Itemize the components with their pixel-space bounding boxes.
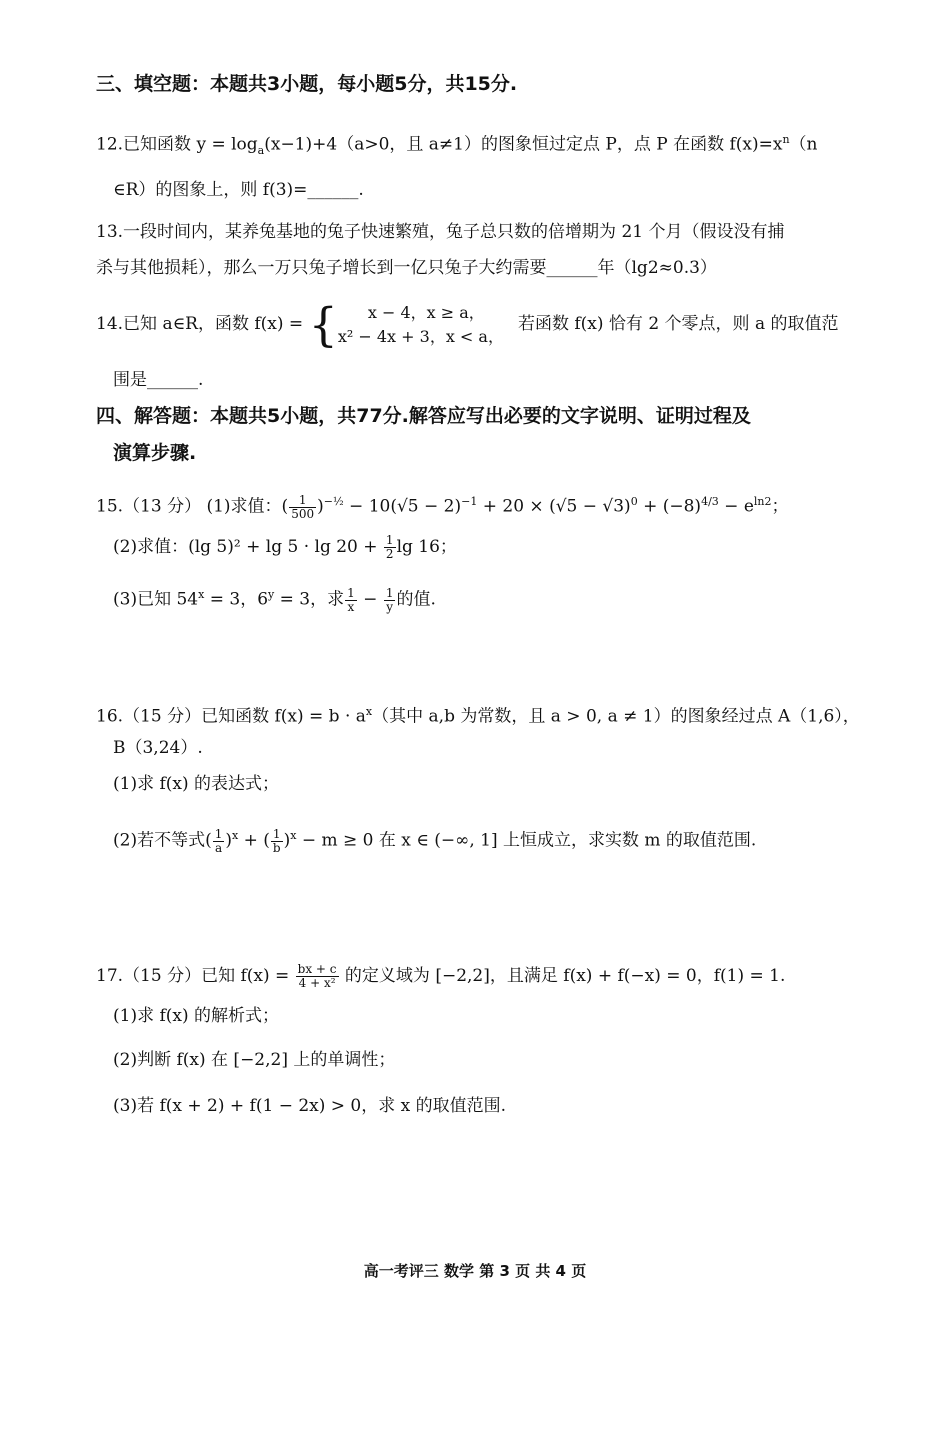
fraction-1-a bbox=[213, 828, 225, 855]
question-13-line-1: 13.一段时间内，某养兔基地的兔子快速繁殖，兔子总只数的倍增期为 21 个月（假设没有捕 bbox=[96, 222, 785, 242]
question-13-line-2: 杀与其他损耗），那么一万只兔子增长到一亿只兔子大约需要______年（lg2≈0.3） bbox=[96, 258, 717, 278]
q16-4sup2: x bbox=[290, 829, 297, 842]
q17-b: 的定义域为 [−2,2]，且满足 f(x) + f(−x) = 0，f(1) = 1. bbox=[339, 966, 786, 986]
q12-text-b: (x−1)+4（a>0，且 a≠1）的图象恒过定点 P，点 P 在函数 f(x)=x bbox=[264, 134, 783, 155]
question-15-line-3 bbox=[113, 580, 436, 615]
q16-4e: − m ≥ 0 在 x ∈ (−∞, 1] 上恒成立，求实数 m 的取值范围. bbox=[296, 830, 757, 851]
fraction-f-def bbox=[296, 963, 339, 990]
frac-num: 1 bbox=[271, 828, 283, 842]
question-15-line-1: 15.（13 分） (1)求值：( $\frac{1}{500}$ )$^{-\frac{1}{2}} - 10(√5 - 2)^{-1} + 20 \times (√5 - √3)^0 + (-8)^{4/3} - e^{ln2}$； bbox=[96, 492, 789, 521]
q15-exp-1: −½ bbox=[323, 495, 344, 508]
q12-text-a: 12.已知函数 y = log bbox=[96, 134, 258, 155]
q14-case-1: x − 4，x ≥ a， bbox=[367, 302, 485, 322]
frac-den: 2 bbox=[385, 547, 394, 561]
q15-3e: 的值. bbox=[396, 589, 436, 610]
fraction-1-b bbox=[271, 828, 283, 855]
fraction-1-y bbox=[384, 587, 396, 614]
q15-f: ； bbox=[771, 496, 789, 517]
frac-num: 1 bbox=[385, 585, 394, 600]
question-12-line-2: ∈R）的图象上，则 f(3)=______. bbox=[113, 180, 364, 200]
section-3-heading: 三、填空题：本题共3小题，每小题5分，共15分. bbox=[96, 73, 518, 95]
q12-sub: a bbox=[257, 144, 265, 158]
q15-2b: lg 16； bbox=[396, 537, 457, 557]
q16-4c: + ( bbox=[238, 830, 270, 851]
question-17-line-3: (2)判断 f(x) 在 [−2,2] 上的单调性； bbox=[113, 1050, 396, 1070]
q16-4sup1: x bbox=[232, 829, 239, 842]
q12-text-c: （n bbox=[789, 134, 818, 155]
page-footer: 高一考评三 数学 第 3 页 共 4 页 bbox=[363, 1262, 587, 1280]
q12-sup: n bbox=[782, 133, 790, 146]
q16-4a: (2)若不等式( bbox=[113, 830, 212, 851]
q16-a: 16.（15 分）已知函数 f(x) = b · a bbox=[96, 706, 366, 727]
q15-exp-2: −1 bbox=[461, 495, 478, 508]
question-17-line-4: (3)若 f(x + 2) + f(1 − 2x) > 0，求 x 的取值范围. bbox=[113, 1096, 507, 1116]
question-17-line-1 bbox=[96, 958, 785, 994]
question-14-line-1 bbox=[96, 297, 839, 352]
q14-post: 若函数 f(x) 恰有 2 个零点，则 a 的取值范 bbox=[517, 314, 839, 334]
frac-den: y bbox=[386, 599, 394, 614]
q15-3c: = 3，求 bbox=[274, 589, 345, 610]
q15-exp-3: 0 bbox=[630, 495, 638, 508]
q15-3b: = 3，6 bbox=[204, 589, 269, 610]
question-14-line-2: 围是______. bbox=[113, 370, 204, 390]
question-16-line-4 bbox=[113, 818, 756, 859]
q15-d: + (−8) bbox=[637, 496, 702, 517]
frac-num: 1 bbox=[214, 826, 223, 841]
q15-c: + 20 × (√5 − √3) bbox=[477, 496, 631, 517]
fraction-1-500 bbox=[289, 494, 316, 521]
question-15-line-2 bbox=[113, 532, 457, 562]
q16-b: （其中 a,b 为常数，且 a > 0, a ≠ 1）的图象经过点 A（1,6）， bbox=[372, 706, 860, 727]
q17-a: 17.（15 分）已知 f(x) = bbox=[96, 966, 295, 986]
question-17-line-2: (1)求 f(x) 的解析式； bbox=[113, 1006, 280, 1026]
q15-e: − e bbox=[718, 496, 754, 517]
q15-exp-4: 4/3 bbox=[701, 495, 719, 508]
brace-icon: { bbox=[308, 297, 338, 352]
q16-4b: ) bbox=[225, 830, 232, 851]
frac-num: 1 bbox=[347, 585, 355, 600]
frac-den: x bbox=[347, 599, 355, 614]
section-4-heading-line-1: 四、解答题：本题共5小题，共77分.解答应写出必要的文字说明、证明过程及 bbox=[96, 405, 751, 427]
q15-a: 15.（13 分） (1)求值：( bbox=[96, 496, 289, 517]
frac-den: 4 + x² bbox=[298, 976, 336, 990]
question-12-line-1 bbox=[96, 128, 818, 163]
q15-3sup2: y bbox=[268, 588, 275, 601]
q15-3a: (3)已知 54 bbox=[113, 589, 199, 610]
q15-exp-5: ln2 bbox=[753, 495, 772, 508]
frac-num: bx + c bbox=[297, 962, 337, 976]
frac-num: 1 bbox=[385, 533, 394, 547]
question-16-line-2: B（3,24）. bbox=[113, 738, 203, 758]
frac-num: 1 bbox=[289, 494, 316, 508]
frac-den: 500 bbox=[291, 506, 315, 521]
q15-3d: − bbox=[357, 589, 383, 610]
q14-pre: 14.已知 a∈R，函数 f(x) = bbox=[96, 314, 309, 334]
section-4-heading-line-2: 演算步骤. bbox=[113, 442, 197, 464]
q14-case-2: x² − 4x + 3，x < a， bbox=[337, 326, 504, 346]
question-16-line-3: (1)求 f(x) 的表达式； bbox=[113, 774, 280, 794]
fraction-half bbox=[384, 534, 396, 561]
frac-den: a bbox=[214, 840, 223, 855]
piecewise-cases bbox=[338, 301, 504, 349]
q15-3sup1: x bbox=[198, 588, 205, 601]
q15-2a: (2)求值：(lg 5)² + lg 5 · lg 20 + bbox=[113, 537, 383, 557]
frac-den: b bbox=[272, 840, 281, 855]
q16-sup: x bbox=[365, 705, 373, 718]
fraction-1-x bbox=[345, 587, 357, 614]
q15-b: − 10(√5 − 2) bbox=[343, 496, 462, 517]
question-16-line-1 bbox=[96, 700, 860, 729]
q16-4d: ) bbox=[283, 830, 291, 851]
